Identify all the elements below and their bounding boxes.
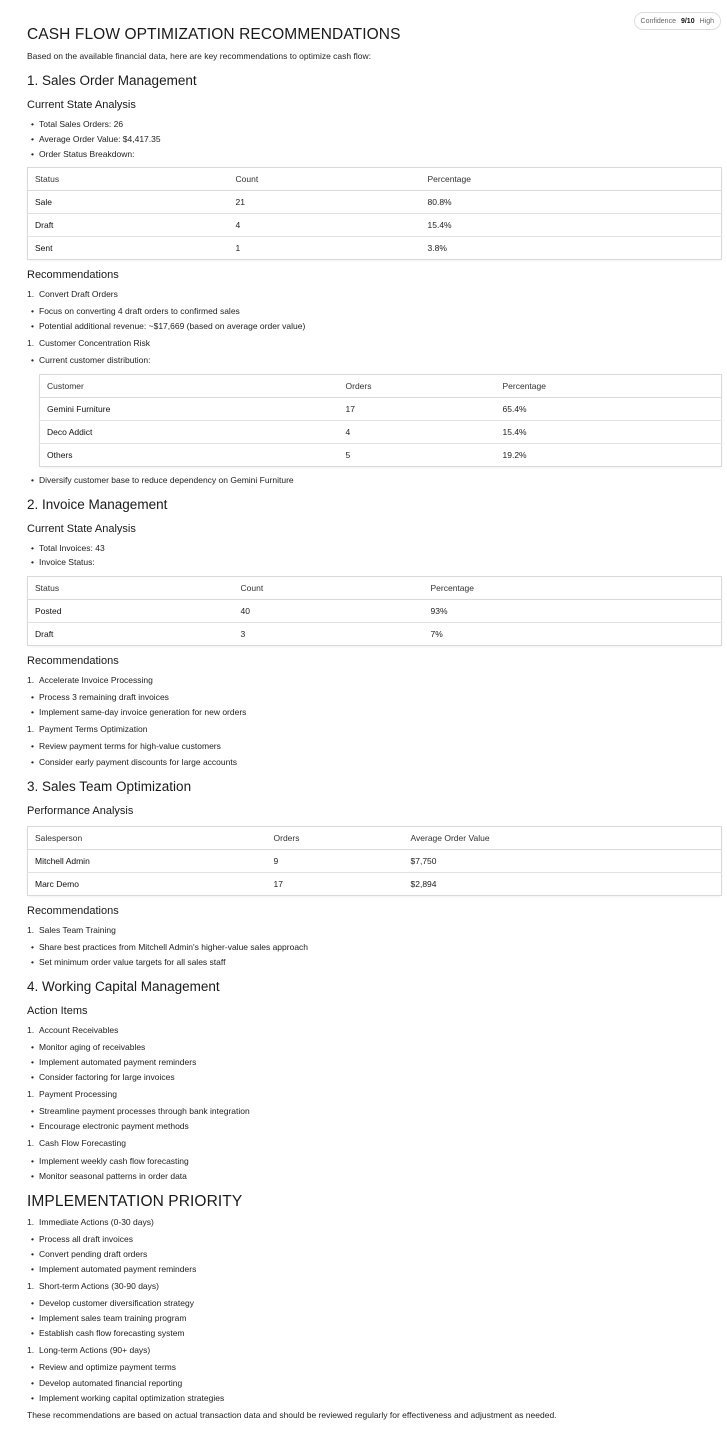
table-row <box>40 444 722 467</box>
closing-note: These recommendations are based on actual transaction data and should be reviewed regularly for effectiveness and adjustment as needed. <box>27 1410 557 1420</box>
table-header-row <box>40 375 722 398</box>
sales-team-table <box>27 826 722 896</box>
table-header: Orders <box>339 375 496 398</box>
page-title: CASH FLOW OPTIMIZATION RECOMMENDATIONS <box>27 26 401 43</box>
list-item: • Establish cash flow forecasting system <box>31 1328 185 1338</box>
list-item: • Review payment terms for high-value customers <box>31 741 221 751</box>
table-header: Count <box>234 577 424 600</box>
list-item: • Set minimum order value targets for all sales staff <box>31 957 225 967</box>
table-cell: 1 <box>235 243 241 253</box>
list-item: • Process all draft invoices <box>31 1234 133 1244</box>
table-row <box>28 214 722 237</box>
list-item: • Review and optimize payment terms <box>31 1362 176 1372</box>
table-cell: 17 <box>339 398 496 421</box>
table-cell: 21 <box>229 191 421 214</box>
table-header: Percentage <box>424 577 722 600</box>
table-header: Orders <box>267 827 404 850</box>
table-cell: 3.8% <box>427 243 447 253</box>
table-cell: $2,894 <box>410 879 437 889</box>
list-item: • Implement automated payment reminders <box>31 1264 196 1274</box>
list-item: • Develop automated financial reporting <box>31 1378 182 1388</box>
list-item: • Develop customer diversification strategy <box>31 1298 194 1308</box>
s2-recommendations-heading: Recommendations <box>27 655 119 667</box>
list-item: • Monitor aging of receivables <box>31 1042 145 1052</box>
order-status-table <box>27 167 722 260</box>
table-cell: Marc Demo <box>35 879 79 889</box>
list-item: • Invoice Status: <box>31 557 95 567</box>
table-cell: Others <box>47 450 73 460</box>
priority-heading: IMPLEMENTATION PRIORITY <box>27 1193 243 1210</box>
numbered-item: 1. Convert Draft Orders <box>27 289 118 299</box>
numbered-item: 1. Cash Flow Forecasting <box>27 1138 126 1148</box>
list-item: • Share best practices from Mitchell Admin's higher-value sales approach <box>31 942 308 952</box>
table-cell: 15.4% <box>496 421 722 444</box>
list-item: • Focus on converting 4 draft orders to confirmed sales <box>31 306 240 316</box>
table-cell: 40 <box>234 600 424 623</box>
list-item: • Implement weekly cash flow forecasting <box>31 1156 189 1166</box>
confidence-badge <box>634 12 721 30</box>
list-item: • Monitor seasonal patterns in order data <box>31 1171 187 1181</box>
table-row <box>28 623 722 646</box>
table-cell: 3 <box>240 629 246 639</box>
table-header-row <box>28 827 722 850</box>
table-header: Customer <box>40 375 339 398</box>
table-cell: 17 <box>273 879 283 889</box>
invoice-status-table <box>27 576 722 646</box>
list-item: • Consider factoring for large invoices <box>31 1072 175 1082</box>
table-cell: 9 <box>267 850 404 873</box>
table-row <box>28 237 722 260</box>
list-item: • Potential additional revenue: ~$17,669 (based on average order value) <box>31 321 305 331</box>
list-item: • Implement automated payment reminders <box>31 1057 196 1067</box>
list-item: • Streamline payment processes through bank integration <box>31 1106 250 1116</box>
numbered-item: 1. Account Receivables <box>27 1025 118 1035</box>
list-item: • Order Status Breakdown: <box>31 149 134 159</box>
section-1-heading: 1. Sales Order Management <box>27 73 197 88</box>
numbered-item: 1. Sales Team Training <box>27 925 116 935</box>
table-cell: Sale <box>28 191 229 214</box>
table-header: Count <box>229 168 421 191</box>
list-item: • Process 3 remaining draft invoices <box>31 692 169 702</box>
numbered-item: 1. Long-term Actions (90+ days) <box>27 1345 150 1355</box>
table-cell: 4 <box>229 214 421 237</box>
table-row <box>28 600 722 623</box>
s3-analysis-heading: Performance Analysis <box>27 805 134 817</box>
list-item: • Average Order Value: $4,417.35 <box>31 134 161 144</box>
table-header-row <box>28 577 722 600</box>
table-header: Average Order Value <box>404 827 722 850</box>
table-cell: Draft <box>28 214 229 237</box>
s1-recommendations-heading: Recommendations <box>27 269 119 281</box>
table-row <box>40 421 722 444</box>
table-header: Percentage <box>421 168 722 191</box>
table-cell: Gemini Furniture <box>40 398 339 421</box>
table-cell: Sent <box>35 243 53 253</box>
list-item: • Implement same-day invoice generation for new orders <box>31 707 246 717</box>
table-row <box>28 191 722 214</box>
list-item: • Implement working capital optimization strategies <box>31 1393 224 1403</box>
table-cell: 80.8% <box>421 191 722 214</box>
table-row <box>28 873 722 896</box>
table-row <box>28 850 722 873</box>
list-item: • Diversify customer base to reduce dependency on Gemini Furniture <box>31 475 294 485</box>
list-item: • Total Invoices: 43 <box>31 543 105 553</box>
section-3-heading: 3. Sales Team Optimization <box>27 779 192 794</box>
table-cell: 65.4% <box>496 398 722 421</box>
s4-action-heading: Action Items <box>27 1005 88 1017</box>
table-cell: 4 <box>339 421 496 444</box>
table-header-row <box>28 168 722 191</box>
list-item: • Convert pending draft orders <box>31 1249 147 1259</box>
list-item: • Implement sales team training program <box>31 1313 186 1323</box>
list-item: • Consider early payment discounts for large accounts <box>31 757 237 767</box>
numbered-item: 1. Payment Terms Optimization <box>27 724 148 734</box>
list-item: • Encourage electronic payment methods <box>31 1121 189 1131</box>
table-cell: Draft <box>35 629 54 639</box>
table-cell: Posted <box>28 600 234 623</box>
numbered-item: 1. Payment Processing <box>27 1089 117 1099</box>
list-item: • Total Sales Orders: 26 <box>31 119 123 129</box>
section-2-heading: 2. Invoice Management <box>27 497 168 512</box>
s1-analysis-heading: Current State Analysis <box>27 99 136 111</box>
table-cell: 15.4% <box>421 214 722 237</box>
table-cell: Mitchell Admin <box>28 850 267 873</box>
confidence-score: 9/10 <box>680 17 695 25</box>
table-header: Status <box>28 577 234 600</box>
table-header: Percentage <box>496 375 722 398</box>
section-4-heading: 4. Working Capital Management <box>27 979 220 994</box>
table-cell: 93% <box>424 600 722 623</box>
confidence-level: High <box>699 17 714 25</box>
table-cell: $7,750 <box>404 850 722 873</box>
table-row <box>40 398 722 421</box>
s3-recommendations-heading: Recommendations <box>27 905 119 917</box>
table-header: Salesperson <box>28 827 267 850</box>
s2-analysis-heading: Current State Analysis <box>27 523 136 535</box>
numbered-item: 1. Immediate Actions (0-30 days) <box>27 1217 154 1227</box>
table-header: Status <box>28 168 229 191</box>
table-cell: 19.2% <box>502 450 527 460</box>
table-cell: 5 <box>345 450 351 460</box>
numbered-item: 1. Short-term Actions (30-90 days) <box>27 1281 159 1291</box>
intro-text: Based on the available financial data, here are key recommendations to optimize cash flow: <box>27 51 371 61</box>
table-cell: 7% <box>430 629 443 639</box>
list-item: • Current customer distribution: <box>31 355 151 365</box>
confidence-label: Confidence <box>640 17 676 25</box>
numbered-item: 1. Accelerate Invoice Processing <box>27 675 153 685</box>
numbered-item: 1. Customer Concentration Risk <box>27 338 150 348</box>
table-cell: Deco Addict <box>40 421 339 444</box>
customer-distribution-table <box>39 374 722 467</box>
